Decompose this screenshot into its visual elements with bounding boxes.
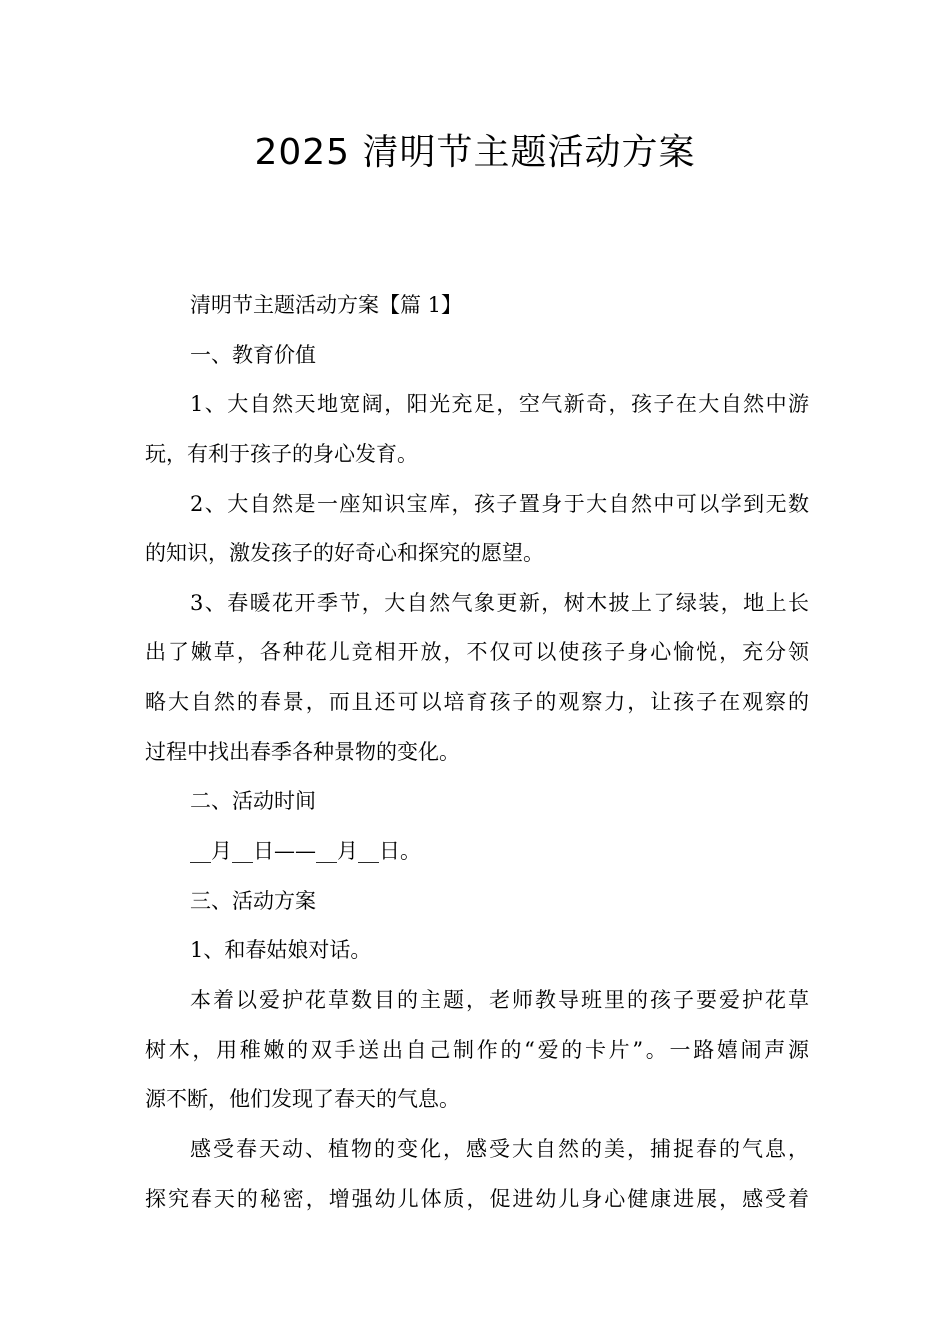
paragraph-line: 过程中找出春季各种景物的变化。 [145, 739, 460, 764]
paragraph-line: 3、春暖花开季节，大自然气象更新，树木披上了绿装，地上长 [190, 590, 809, 615]
section-heading: 清明节主题活动方案【篇 1】 [190, 293, 463, 317]
paragraph-line: 略大自然的春景，而且还可以培育孩子的观察力，让孩子在观察的 [145, 690, 809, 715]
paragraph-line: __月__日——__月__日。 [190, 839, 421, 864]
paragraph-line: 出了嫩草，各种花儿竞相开放，不仅可以使孩子身心愉悦，充分领 [145, 640, 809, 665]
paragraph-line: 树木，用稚嫩的双手送出自己制作的“爱的卡片”。一路嬉闹声源 [145, 1037, 809, 1062]
section-heading: 二、活动时间 [190, 789, 316, 814]
paragraph-line: 本着以爱护花草数目的主题，老师教导班里的孩子要爱护花草 [190, 987, 809, 1012]
paragraph-line: 的知识，激发孩子的好奇心和探究的愿望。 [145, 541, 544, 566]
paragraph-line: 1、和春姑娘对话。 [190, 938, 372, 963]
section-heading: 三、活动方案 [190, 888, 316, 913]
paragraph-line: 感受春天动、植物的变化，感受大自然的美，捕捉春的气息， [190, 1136, 809, 1161]
document-title: 2025 清明节主题活动方案 [254, 132, 696, 173]
document-body [145, 281, 809, 1224]
paragraph-line: 2、大自然是一座知识宝库，孩子置身于大自然中可以学到无数 [190, 491, 809, 516]
paragraph-line: 源不断，他们发现了春天的气息。 [145, 1087, 460, 1112]
paragraph-line: 探究春天的秘密，增强幼儿体质，促进幼儿身心健康进展，感受着 [145, 1186, 809, 1211]
section-heading: 一、教育价值 [190, 342, 316, 367]
paragraph-line: 1、大自然天地宽阔，阳光充足，空气新奇，孩子在大自然中游 [190, 392, 809, 417]
paragraph-line: 玩，有利于孩子的身心发育。 [145, 441, 418, 466]
